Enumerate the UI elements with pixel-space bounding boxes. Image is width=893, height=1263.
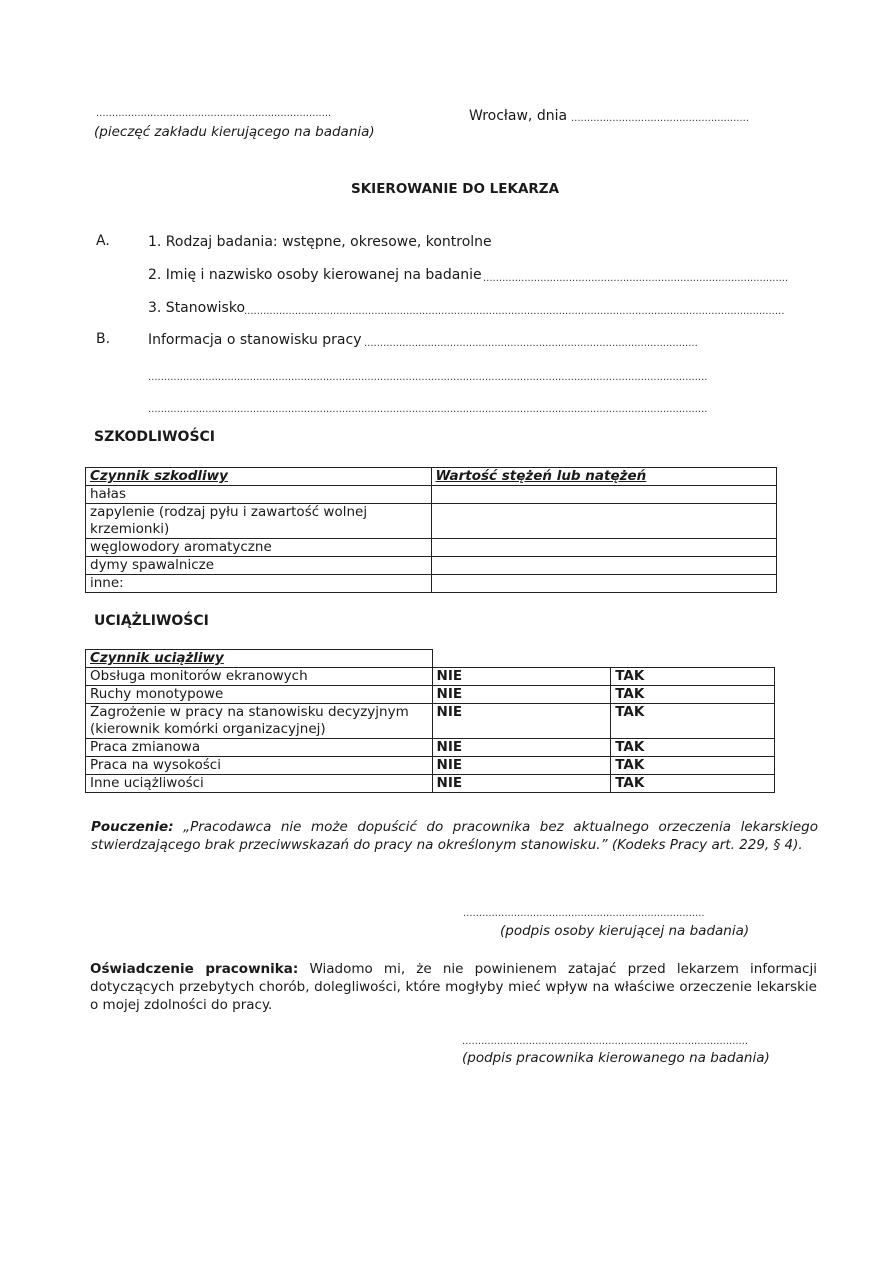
factor-cell: Praca na wysokości <box>86 757 433 775</box>
option-nie[interactable]: NIE <box>432 668 611 686</box>
option-tak[interactable]: TAK <box>611 775 775 793</box>
factor-cell: dymy spawalnicze <box>86 557 432 575</box>
section-b-label: Informacja o stanowisku pracy <box>148 332 362 348</box>
section-b-line2: ................................................................................................................................................................................ <box>148 372 708 383</box>
factor-cell: Ruchy monotypowe <box>86 686 433 704</box>
table-row <box>86 704 775 739</box>
option-tak[interactable]: TAK <box>611 739 775 757</box>
value-cell[interactable] <box>431 504 776 539</box>
section-b-label-dots: ......................................................................................................... <box>364 338 698 349</box>
option-tak[interactable]: TAK <box>611 686 775 704</box>
szkodliwosci-heading: SZKODLIWOŚCI <box>94 429 216 445</box>
column-header-factor: Czynnik szkodliwy <box>86 468 432 486</box>
pouczenie-label: Pouczenie: <box>91 819 174 835</box>
table-header-row <box>86 468 777 486</box>
signature2-dots: .......................................................................................... <box>462 1036 749 1047</box>
factor-cell: Obsługa monitorów ekranowych <box>86 668 433 686</box>
uciazliwosci-heading: UCIĄŻLIWOŚCI <box>94 613 209 629</box>
factor-cell: Inne uciążliwości <box>86 775 433 793</box>
table-row <box>86 739 775 757</box>
option-tak[interactable]: TAK <box>611 704 775 739</box>
signature1-caption: (podpis osoby kierującej na badania) <box>500 923 750 939</box>
table-row <box>86 686 775 704</box>
value-cell[interactable] <box>431 557 776 575</box>
value-cell[interactable] <box>431 486 776 504</box>
signature2-caption: (podpis pracownika kierowanego na badania) <box>462 1050 770 1066</box>
factor-cell: zapylenie (rodzaj pyłu i zawartość wolnej krzemionki) <box>86 504 432 539</box>
pouczenie-paragraph <box>91 818 818 854</box>
option-nie[interactable]: NIE <box>432 704 611 739</box>
table-row <box>86 486 777 504</box>
stamp-dots: .......................................................................... <box>96 108 332 119</box>
table-row <box>86 575 777 593</box>
date-dots: ........................................................ <box>571 113 750 124</box>
section-a-item1: 1. Rodzaj badania: wstępne, okresowe, kontrolne <box>148 234 492 250</box>
value-cell[interactable] <box>431 539 776 557</box>
empty-header-cell <box>611 650 775 668</box>
uciazliwosci-table <box>85 649 775 793</box>
table-row <box>86 539 777 557</box>
signature1-dots: ............................................................................ <box>463 908 705 919</box>
section-a-item2-dots: ................................................................................................ <box>483 273 789 284</box>
table-row <box>86 504 777 539</box>
option-tak[interactable]: TAK <box>611 757 775 775</box>
oswiadczenie-label: Oświadczenie pracownika: <box>90 961 299 977</box>
table-header-row <box>86 650 775 668</box>
option-nie[interactable]: NIE <box>432 775 611 793</box>
section-a-item2: 2. Imię i nazwisko osoby kierowanej na badanie <box>148 267 482 283</box>
empty-header-cell <box>432 650 611 668</box>
oswiadczenie-paragraph <box>90 960 817 1014</box>
factor-cell: węglowodory aromatyczne <box>86 539 432 557</box>
section-a-item3: 3. Stanowisko <box>148 300 246 316</box>
option-tak[interactable]: TAK <box>611 668 775 686</box>
factor-cell: Praca zmianowa <box>86 739 433 757</box>
factor-cell: inne: <box>86 575 432 593</box>
pouczenie-text: „Pracodawca nie może dopuścić do pracownika bez aktualnego orzeczenia lekarskiego stwierdzającego brak przeciwwskazań do pracy na określonym stanowisku.” (Kodeks Pracy art. 229, § 4). <box>91 819 819 853</box>
table-row <box>86 668 775 686</box>
value-cell[interactable] <box>431 575 776 593</box>
szkodliwosci-table <box>85 467 777 593</box>
oswiadczenie-text: Wiadomo mi, że nie powinienem zatajać przed lekarzem informacji dotyczących przebytych chorób, dolegliwości, które mogłyby mieć wpływ na właściwe orzeczenie lekarskie o mojej zdolności do pracy. <box>90 961 817 1013</box>
option-nie[interactable]: NIE <box>432 686 611 704</box>
city-date-label: Wrocław, dnia <box>469 108 568 124</box>
table-row <box>86 557 777 575</box>
factor-cell: hałas <box>86 486 432 504</box>
column-header-value: Wartość stężeń lub natężeń <box>431 468 776 486</box>
stamp-caption: (pieczęć zakładu kierującego na badania) <box>94 124 375 140</box>
factor-cell: Zagrożenie w pracy na stanowisku decyzyjnym (kierownik komórki organizacyjnej) <box>86 704 433 739</box>
section-a-letter: A. <box>96 233 110 249</box>
section-b-letter: B. <box>96 331 111 347</box>
column-header-factor: Czynnik uciążliwy <box>86 650 433 668</box>
section-b-line3: ................................................................................................................................................................................ <box>148 404 708 415</box>
option-nie[interactable]: NIE <box>432 739 611 757</box>
section-a-item3-dots: .......................................................................................................................................................................... <box>244 306 785 317</box>
page-title: SKIEROWANIE DO LEKARZA <box>351 181 560 197</box>
table-row <box>86 775 775 793</box>
table-row <box>86 757 775 775</box>
option-nie[interactable]: NIE <box>432 757 611 775</box>
